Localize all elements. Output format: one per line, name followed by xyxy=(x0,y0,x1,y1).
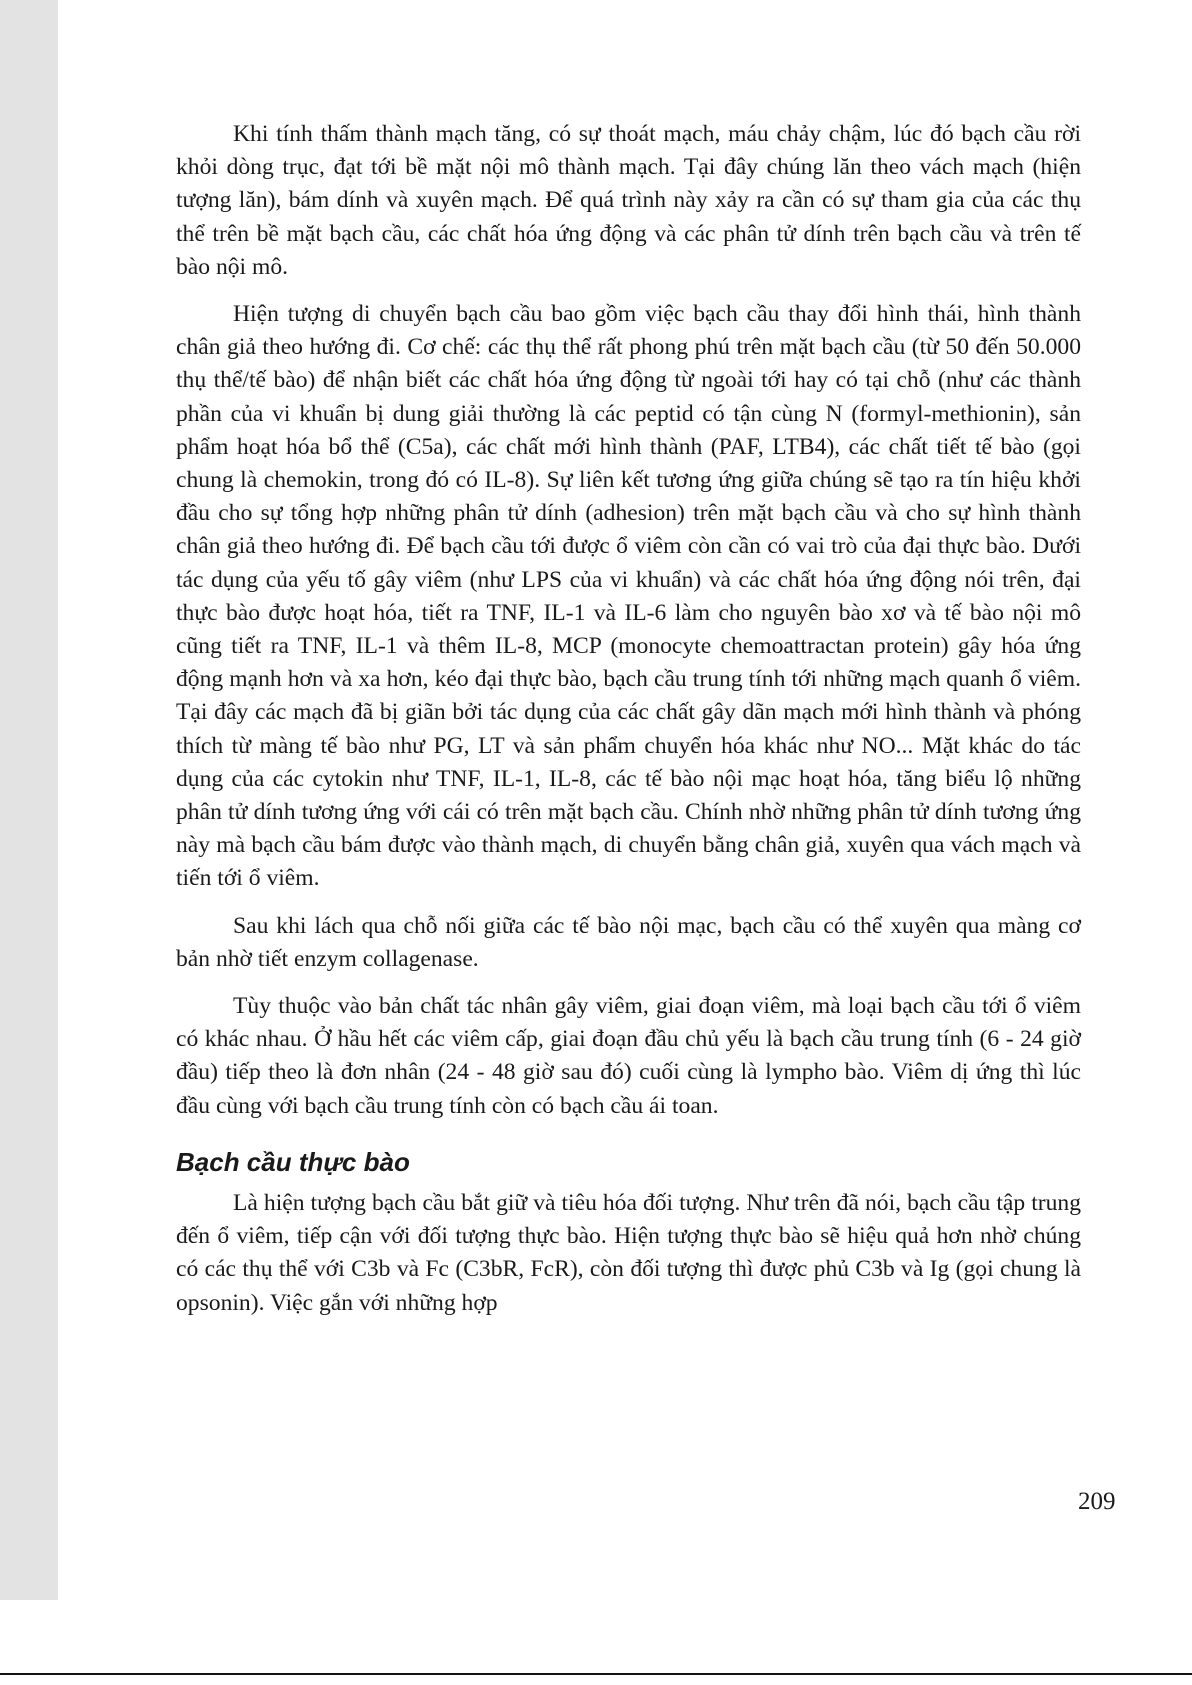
paragraph-3: Sau khi lách qua chỗ nối giữa các tế bào nội mạc, bạch cầu có thể xuyên qua màng cơ bản nhờ tiết enzym collagenase. xyxy=(176,912,1081,972)
scan-left-margin xyxy=(0,0,58,1600)
paragraph-4: Tùy thuộc vào bản chất tác nhân gây viêm, giai đoạn viêm, mà loại bạch cầu tới ổ viêm có khác nhau. Ở hầu hết các viêm cấp, giai đoạn đầu chủ yếu là bạch cầu trung tính (6 - 24 giờ đầu) tiếp theo là đơn nhân (24 - 48 giờ sau đó) cuối cùng là lympho bào. Viêm dị ứng thì lúc đầu cùng với bạch cầu trung tính còn có bạch cầu ái toan. xyxy=(176,993,1081,1119)
paragraph-2: Hiện tượng di chuyển bạch cầu bao gồm việc bạch cầu thay đổi hình thái, hình thành chân giả theo hướng đi. Cơ chế: các thụ thể rất phong phú trên mặt bạch cầu (từ 50 đến 50.000 thụ thể/tế bào) để nhận biết các chất hóa ứng động từ ngoài tới hay có tại chỗ (như các thành phần của vi khuẩn bị dung giải thường là các peptid có tận cùng N (formyl-methionin), sản phẩm hoạt hóa bổ thể (C5a), các chất mới hình thành (PAF, LTB4), các chất tiết tế bào (gọi chung là chemokin, trong đó có IL-8). Sự liên kết tương ứng giữa chúng sẽ tạo ra tín hiệu khởi đầu cho sự tổng hợp những phân tử dính (adhesion) trên mặt bạch cầu và cho sự hình thành chân giả theo hướng đi. Để bạch cầu tới được ổ viêm còn cần có vai trò của đại thực bào. Dưới tác dụng của yếu tố gây viêm (như LPS của vi khuẩn) và các chất hóa ứng động nói trên, đại thực bào được hoạt hóa, tiết ra TNF, IL-1 và IL-6 làm cho nguyên bào xơ và tế bào nội mô cũng tiết ra TNF, IL-1 và thêm IL-8, MCP (monocyte chemoattractan protein) gây hóa ứng động mạnh hơn và xa hơn, kéo đại thực bào, bạch cầu trung tính tới những mạch quanh ổ viêm. Tại đây các mạch đã bị giãn bởi tác dụng của các chất gây dãn mạch mới hình thành và phóng thích từ màng tế bào như PG, LT và sản phẩm chuyển hóa khác như NO... Mặt khác do tác dụng của các cytokin như TNF, IL-1, IL-8, các tế bào nội mạc hoạt hóa, tăng biểu lộ những phân tử dính tương ứng với cái có trên mặt bạch cầu. Chính nhờ những phân tử dính tương ứng này mà bạch cầu bám được vào thành mạch, di chuyển bằng chân giả, xuyên qua vách mạch và tiến tới ổ viêm. xyxy=(176,301,1081,892)
section-heading: Bạch cầu thực bào xyxy=(176,1146,410,1177)
page-content xyxy=(176,118,1081,1334)
section-paragraph: Là hiện tượng bạch cầu bắt giữ và tiêu hóa đối tượng. Như trên đã nói, bạch cầu tập trung đến ổ viêm, tiếp cận với đối tượng thực bào. Hiện tượng thực bào sẽ hiệu quả hơn nhờ chúng có các thụ thể với C3b và Fc (C3bR, FcR), còn đối tượng thì được phủ C3b và Ig (gọi chung là opsonin). Việc gắn với những hợp xyxy=(176,1189,1081,1316)
bottom-border-line xyxy=(0,1673,1192,1675)
paragraph-1: Khi tính thấm thành mạch tăng, có sự thoát mạch, máu chảy chậm, lúc đó bạch cầu rời khỏi dòng trục, đạt tới bề mặt nội mô thành mạch. Tại đây chúng lăn theo vách mạch (hiện tượng lăn), bám dính và xuyên mạch. Để quá trình này xảy ra cần có sự tham gia của các thụ thể trên bề mặt bạch cầu, các chất hóa ứng động và các phân tử dính trên bạch cầu và trên tế bào nội mô. xyxy=(176,121,1081,280)
book-page xyxy=(58,0,1192,1600)
page-number: 209 xyxy=(1078,1488,1116,1515)
